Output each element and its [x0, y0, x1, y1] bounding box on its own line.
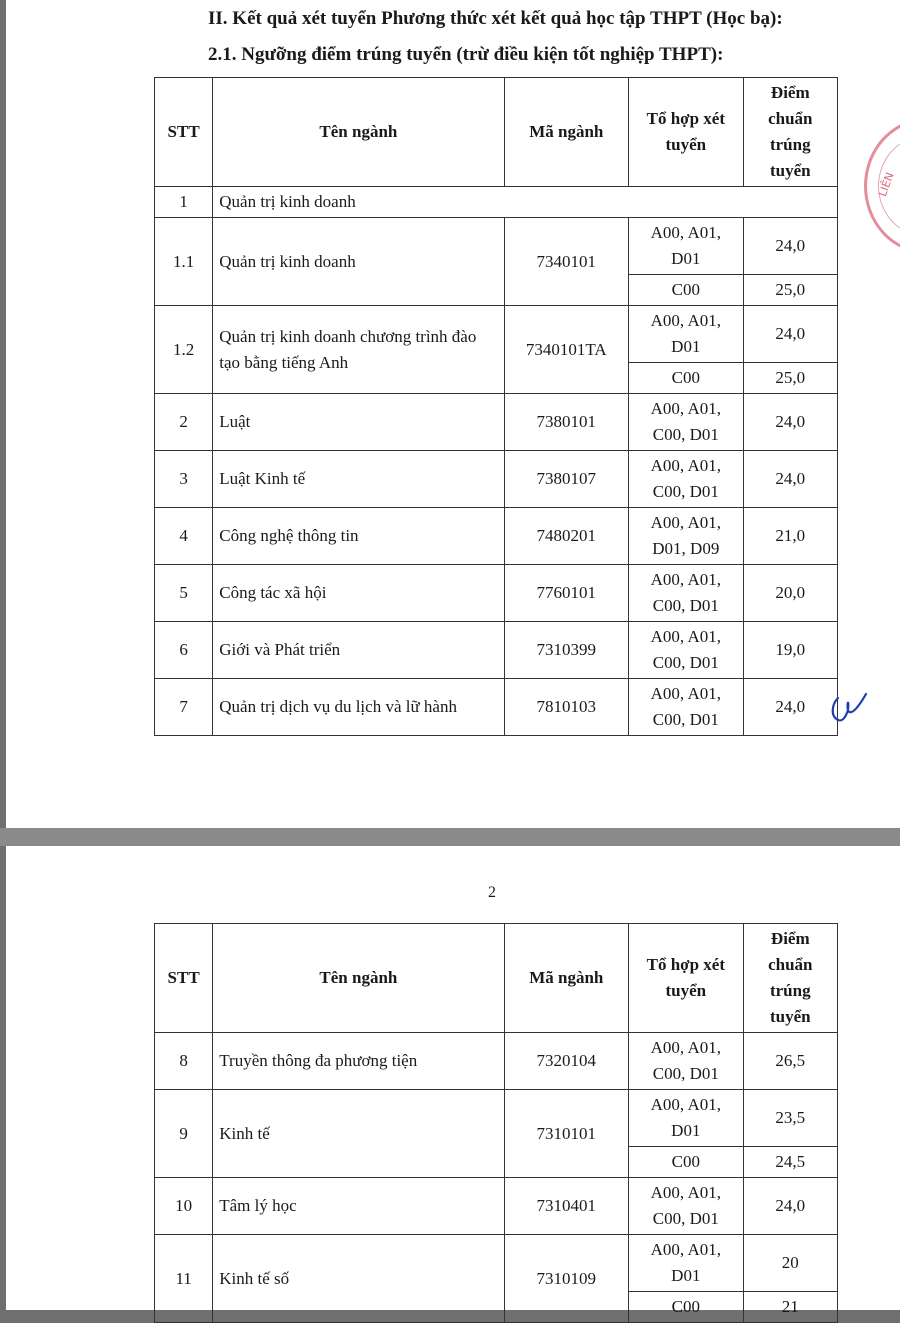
cell-name: Kinh tế số	[213, 1235, 504, 1323]
cell-score: 24,0	[743, 394, 837, 451]
cell-score: 25,0	[743, 363, 837, 394]
table-row	[155, 218, 838, 275]
header-code: Mã ngành	[504, 78, 629, 187]
header-score: Điểm chuẩn trúng tuyển	[743, 78, 837, 187]
table-row	[155, 1033, 838, 1090]
cell-score: 23,5	[743, 1090, 837, 1147]
document-page-2	[6, 846, 900, 1316]
cell-code: 7810103	[504, 679, 629, 736]
cell-stt: 1.2	[155, 306, 213, 394]
cell-combo: A00, A01, C00, D01	[629, 679, 744, 736]
stamp-text: LIÊN	[875, 170, 897, 199]
header-stt: STT	[155, 78, 213, 187]
cell-code: 7380107	[504, 451, 629, 508]
cell-score: 24,0	[743, 451, 837, 508]
header-name: Tên ngành	[213, 78, 504, 187]
cell-stt: 5	[155, 565, 213, 622]
cell-code: 7340101TA	[504, 306, 629, 394]
header-combo: Tổ hợp xét tuyển	[629, 924, 744, 1033]
admission-table-part-2	[154, 923, 838, 1323]
cell-code: 7310109	[504, 1235, 629, 1323]
cell-combo: A00, A01, C00, D01	[629, 451, 744, 508]
table-header-row	[155, 78, 838, 187]
cell-combo: C00	[629, 275, 744, 306]
cell-combo: A00, A01, D01, D09	[629, 508, 744, 565]
cell-stt: 7	[155, 679, 213, 736]
page-number: 2	[488, 884, 496, 901]
cell-name: Tâm lý học	[213, 1178, 504, 1235]
document-page-1	[6, 0, 900, 828]
cell-score: 25,0	[743, 275, 837, 306]
cell-name: Quản trị kinh doanh	[213, 218, 504, 306]
cell-combo: A00, A01, D01	[629, 1235, 744, 1292]
cell-name: Quản trị kinh doanh chương trình đào tạo bằng tiếng Anh	[213, 306, 504, 394]
section-heading: II. Kết quả xét tuyển Phương thức xét kết quả học tập THPT (Học bạ):	[208, 8, 783, 29]
cell-combo: A00, A01, D01	[629, 306, 744, 363]
table-row	[155, 679, 838, 736]
cell-combo: C00	[629, 1292, 744, 1323]
header-code: Mã ngành	[504, 924, 629, 1033]
cell-score: 24,0	[743, 1178, 837, 1235]
cell-code: 7320104	[504, 1033, 629, 1090]
cell-name: Kinh tế	[213, 1090, 504, 1178]
cell-stt: 10	[155, 1178, 213, 1235]
table-row	[155, 1090, 838, 1147]
cell-stt: 9	[155, 1090, 213, 1178]
header-stt: STT	[155, 924, 213, 1033]
header-combo: Tổ hợp xét tuyển	[629, 78, 744, 187]
cell-combo: A00, A01, C00, D01	[629, 394, 744, 451]
table-row	[155, 187, 838, 218]
cell-name: Quản trị dịch vụ du lịch và lữ hành	[213, 679, 504, 736]
cell-code: 7340101	[504, 218, 629, 306]
table-row	[155, 565, 838, 622]
admission-table-part-1	[154, 77, 838, 736]
header-name: Tên ngành	[213, 924, 504, 1033]
cell-name: Luật Kinh tế	[213, 451, 504, 508]
cell-stt: 11	[155, 1235, 213, 1323]
cell-name: Quản trị kinh doanh	[213, 187, 838, 218]
table-row	[155, 451, 838, 508]
table-row	[155, 1178, 838, 1235]
table-row	[155, 1235, 838, 1292]
cell-stt: 6	[155, 622, 213, 679]
cell-combo: C00	[629, 1147, 744, 1178]
cell-score: 20	[743, 1235, 837, 1292]
cell-code: 7310101	[504, 1090, 629, 1178]
table-header-row	[155, 924, 838, 1033]
cell-code: 7380101	[504, 394, 629, 451]
cell-code: 7760101	[504, 565, 629, 622]
header-score: Điểm chuẩn trúng tuyển	[743, 924, 837, 1033]
cell-score: 26,5	[743, 1033, 837, 1090]
cell-code: 7310401	[504, 1178, 629, 1235]
cell-combo: A00, A01, C00, D01	[629, 1178, 744, 1235]
cell-stt: 2	[155, 394, 213, 451]
cell-score: 21	[743, 1292, 837, 1323]
cell-stt: 4	[155, 508, 213, 565]
cell-score: 20,0	[743, 565, 837, 622]
cell-combo: A00, A01, C00, D01	[629, 1033, 744, 1090]
cell-score: 24,0	[743, 218, 837, 275]
cell-name: Công tác xã hội	[213, 565, 504, 622]
cell-stt: 1	[155, 187, 213, 218]
cell-score: 19,0	[743, 622, 837, 679]
cell-combo: A00, A01, D01	[629, 218, 744, 275]
table-row	[155, 508, 838, 565]
cell-name: Luật	[213, 394, 504, 451]
cell-name: Giới và Phát triển	[213, 622, 504, 679]
cell-score: 21,0	[743, 508, 837, 565]
cell-score: 24,0	[743, 306, 837, 363]
cell-score: 24,5	[743, 1147, 837, 1178]
cell-combo: A00, A01, C00, D01	[629, 565, 744, 622]
cell-code: 7480201	[504, 508, 629, 565]
table-row	[155, 306, 838, 363]
cell-combo: C00	[629, 363, 744, 394]
cell-combo: A00, A01, C00, D01	[629, 622, 744, 679]
cell-name: Truyền thông đa phương tiện	[213, 1033, 504, 1090]
table-row	[155, 622, 838, 679]
cell-name: Công nghệ thông tin	[213, 508, 504, 565]
cell-score: 24,0	[743, 679, 837, 736]
cell-stt: 1.1	[155, 218, 213, 306]
sub-heading: 2.1. Ngưỡng điểm trúng tuyển (trừ điều kiện tốt nghiệp THPT):	[208, 44, 724, 65]
table-row	[155, 394, 838, 451]
page-separator	[0, 828, 900, 846]
cell-code: 7310399	[504, 622, 629, 679]
cell-stt: 3	[155, 451, 213, 508]
cell-combo: A00, A01, D01	[629, 1090, 744, 1147]
cell-stt: 8	[155, 1033, 213, 1090]
signature-initial-icon	[824, 690, 874, 730]
